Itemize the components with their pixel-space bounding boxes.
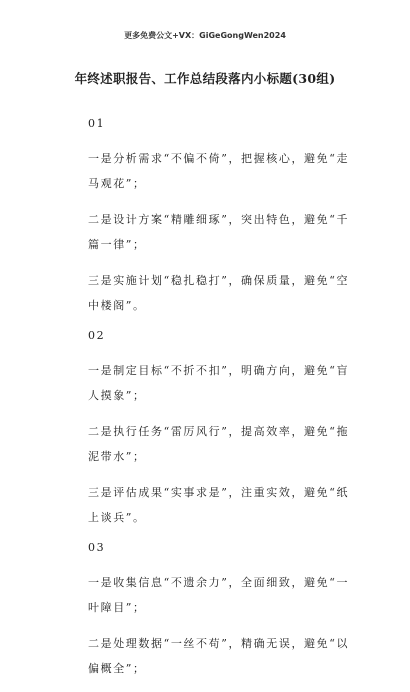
paragraph: 一是制定目标“不折不扣”，明确方向，避免“盲人摸象”；	[88, 364, 350, 402]
section-number: 03	[88, 541, 106, 554]
paragraph: 一是分析需求“不偏不倚”，把握核心，避免“走马观花”；	[88, 152, 350, 190]
section-number: 02	[88, 329, 106, 342]
document-title: 年终述职报告、工作总结段落内小标题(30组)	[74, 71, 336, 86]
paragraph: 二是处理数据“一丝不苟”，精确无误，避免“以偏概全”；	[88, 637, 350, 675]
section-01	[88, 117, 358, 318]
page-header: 更多免费公文+VX：GiGeGongWen2024	[124, 31, 286, 40]
section-03	[88, 541, 358, 681]
document-body	[88, 117, 358, 692]
section-02	[88, 329, 358, 530]
section-number: 01	[88, 117, 106, 130]
paragraph: 三是评估成果“实事求是”，注重实效，避免“纸上谈兵”。	[88, 486, 350, 524]
paragraph: 二是设计方案“精雕细琢”，突出特色，避免“千篇一律”；	[88, 213, 350, 251]
paragraph: 三是实施计划“稳扎稳打”，确保质量，避免“空中楼阁”。	[88, 274, 350, 312]
paragraph: 二是执行任务“雷厉风行”，提高效率，避免“拖泥带水”；	[88, 425, 350, 463]
paragraph: 一是收集信息“不遗余力”，全面细致，避免“一叶障目”；	[88, 576, 350, 614]
